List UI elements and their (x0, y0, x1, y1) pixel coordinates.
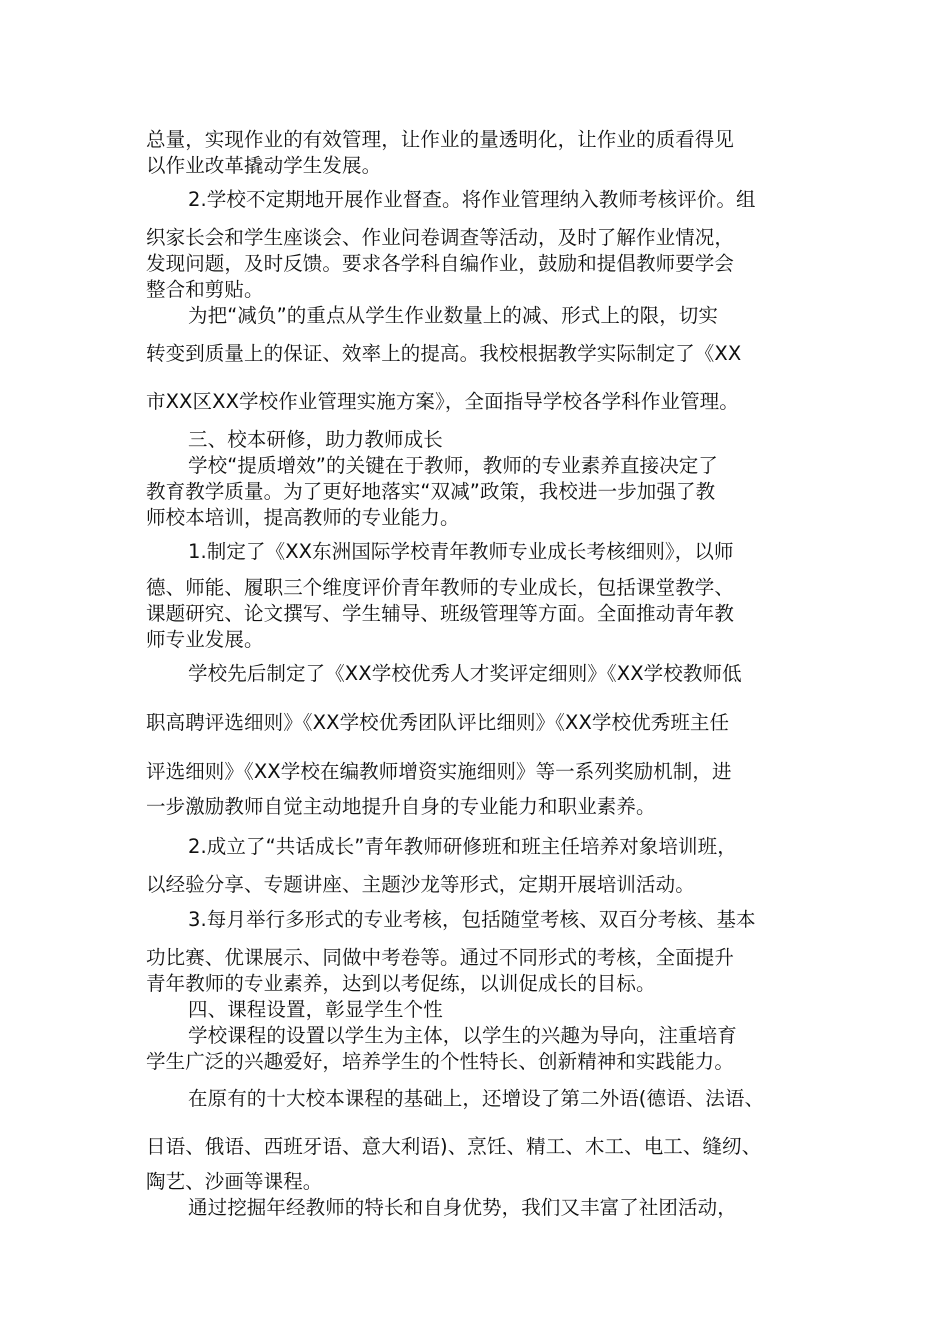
text-line: 陶艺、沙画等课程。 (146, 1170, 323, 1193)
text-line: 青年教师的专业素养，达到以考促练，以训促成长的目标。 (146, 972, 656, 995)
text-line: 日语、俄语、西班牙语、意大利语)、烹饪、精工、木工、电工、缝纫、 (146, 1135, 762, 1158)
text-line: 以经验分享、专题讲座、主题沙龙等形式，定期开展培训活动。 (146, 873, 695, 896)
text-line: 市XX区XX学校作业管理实施方案》，全面指导学校各学科作业管理。 (146, 390, 739, 413)
text-line: 发现问题，及时反馈。要求各学科自编作业，鼓励和提倡教师要学会 (146, 252, 735, 275)
section-heading: 三、校本研修，助力教师成长 (188, 428, 443, 451)
text-line: 织家长会和学生座谈会、作业问卷调查等活动，及时了解作业情况， (146, 226, 735, 249)
text-line: 2.成立了“共话成长”青年教师研修班和班主任培养对象培训班， (188, 835, 737, 858)
section-heading: 四、课程设置，彰显学生个性 (188, 998, 443, 1021)
text-line: 转变到质量上的保证、效率上的提高。我校根据教学实际制定了《XX (146, 342, 742, 365)
text-line: 师校本培训，提高教师的专业能力。 (146, 506, 460, 529)
text-line: 职高聘评选细则》《XX学校优秀团队评比细则》《XX学校优秀班主任 (146, 711, 730, 734)
text-line: 1.制定了《XX东洲国际学校青年教师专业成长考核细则》，以师 (188, 540, 734, 563)
text-line: 评选细则》《XX学校在编教师增资实施细则》等一系列奖励机制，进 (146, 760, 732, 783)
text-line: 学校先后制定了《XX学校优秀人才奖评定细则》《XX学校教师低 (188, 662, 742, 685)
text-line: 以作业改革撬动学生发展。 (146, 154, 382, 177)
text-line: 一步激励教师自觉主动地提升自身的专业能力和职业素养。 (146, 795, 656, 818)
text-line: 功比赛、优课展示、同做中考卷等。通过不同形式的考核，全面提升 (146, 946, 735, 969)
text-line: 3.每月举行多形式的专业考核，包括随堂考核、双百分考核、基本 (188, 908, 756, 931)
text-line: 通过挖掘年经教师的特长和自身优势，我们又丰富了社团活动， (188, 1196, 737, 1219)
text-line: 为把“减负”的重点从学生作业数量上的减、形式上的限，切实 (188, 304, 719, 327)
text-line: 师专业发展。 (146, 628, 264, 651)
text-line: 课题研究、论文撰写、学生辅导、班级管理等方面。全面推动青年教 (146, 602, 735, 625)
text-line: 学生广泛的兴趣爱好，培养学生的个性特长、创新精神和实践能力。 (146, 1050, 735, 1073)
text-line: 整合和剪贴。 (146, 278, 264, 301)
text-line: 德、师能、履职三个维度评价青年教师的专业成长，包括课堂教学、 (146, 576, 735, 599)
text-line: 教育教学质量。为了更好地落实“双减”政策，我校进一步加强了教 (146, 480, 716, 503)
text-line: 总量，实现作业的有效管理，让作业的量透明化，让作业的质看得见 (146, 128, 735, 151)
text-line: 学校课程的设置以学生为主体，以学生的兴趣为导向，注重培育 (188, 1024, 737, 1047)
text-line: 2.学校不定期地开展作业督查。将作业管理纳入教师考核评价。组 (188, 188, 756, 211)
text-line: 学校“提质增效”的关键在于教师，教师的专业素养直接决定了 (188, 454, 719, 477)
text-line: 在原有的十大校本课程的基础上，还增设了第二外语(德语、法语、 (188, 1087, 765, 1110)
